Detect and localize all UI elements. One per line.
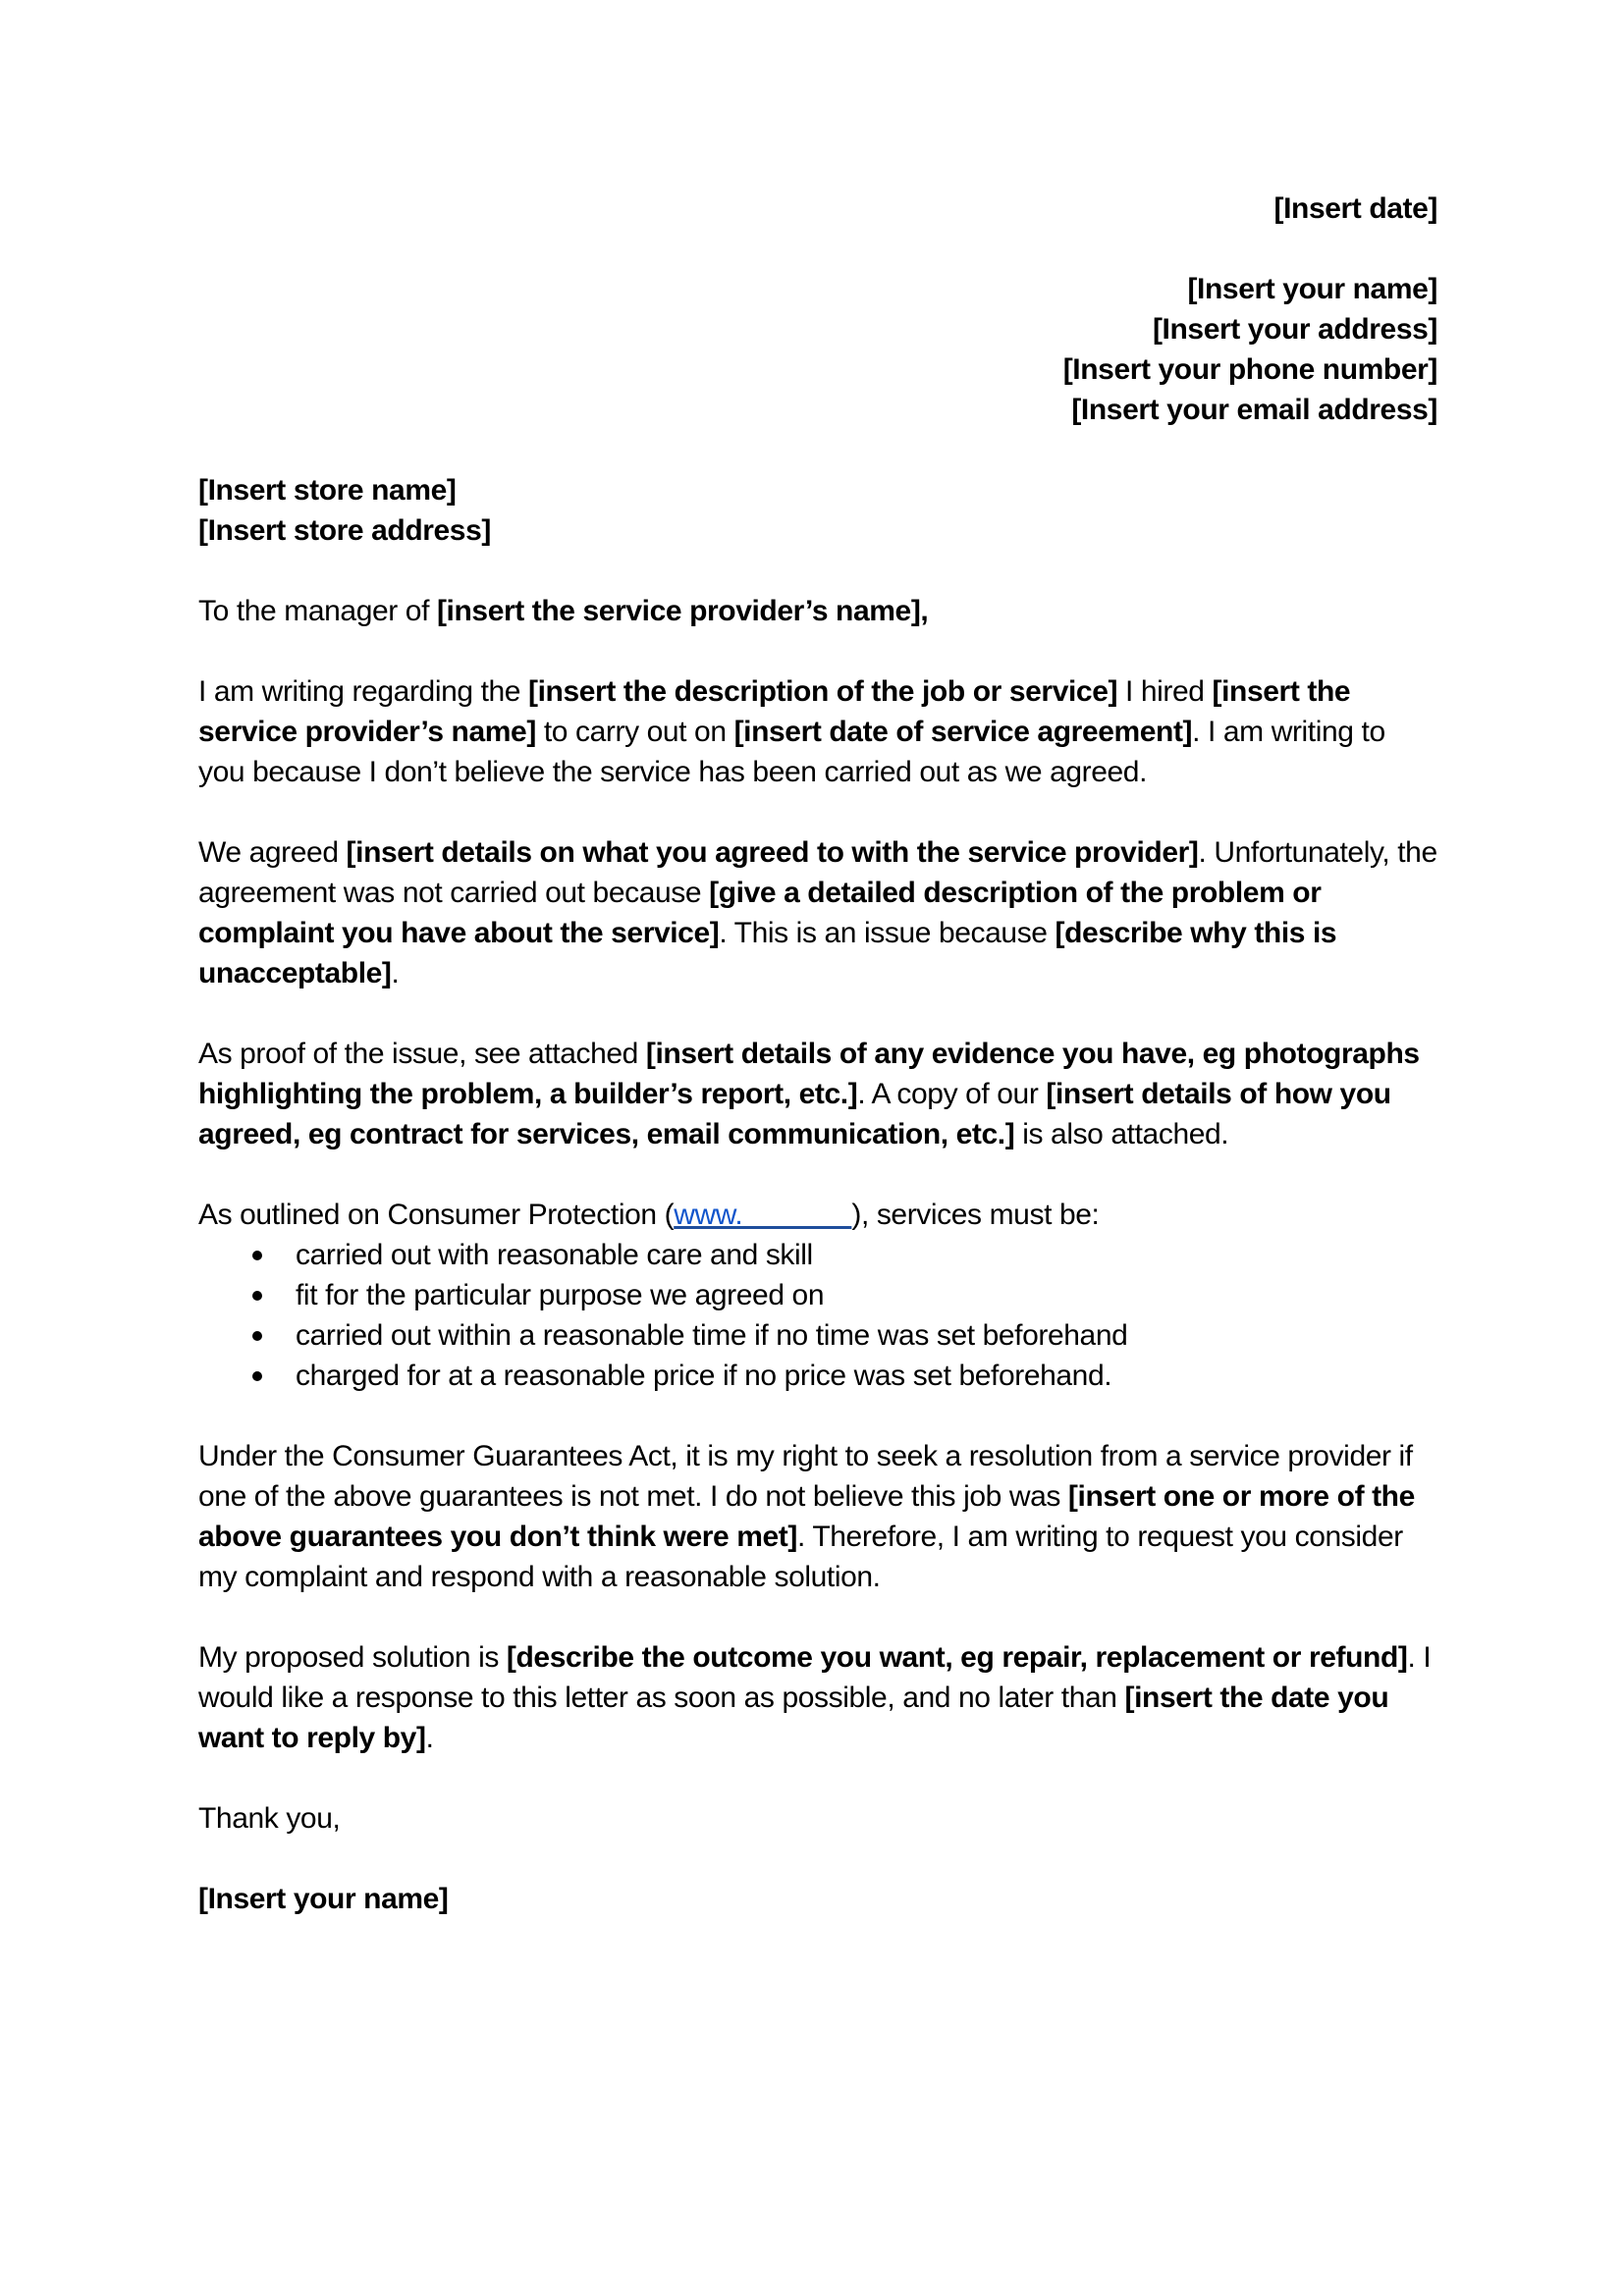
sender-name: [Insert your name] — [1187, 273, 1437, 305]
text: . — [425, 1722, 434, 1754]
list-item — [198, 1235, 1437, 1275]
placeholder-provider-name: [insert the service provider’s name] — [198, 675, 1351, 748]
salutation-provider-name: [insert the service provider’s name], — [436, 595, 929, 627]
letter-body — [198, 188, 1437, 1919]
text: . I would like a response to this letter as soon as possible, and no later than — [198, 1641, 1432, 1714]
placeholder-job-description: [insert the description of the job or service] — [528, 675, 1118, 708]
service-guarantees-list — [198, 1235, 1437, 1396]
text: to carry out on — [535, 716, 734, 748]
text: I hired — [1117, 675, 1213, 708]
salutation-prefix: To the manager of — [198, 595, 437, 627]
placeholder-why-unacceptable: [describe why this is unacceptable] — [198, 917, 1337, 989]
paragraph-evidence — [198, 1034, 1437, 1154]
text: is also attached. — [1014, 1118, 1229, 1150]
placeholder-desired-outcome: [describe the outcome you want, eg repair, replacement or refund] — [506, 1641, 1408, 1674]
list-item-text: carried out within a reasonable time if no time was set beforehand — [296, 1319, 1128, 1352]
closing-thanks: Thank you, — [198, 1802, 341, 1835]
bullet-icon — [252, 1251, 262, 1260]
sender-address: [Insert your address] — [1152, 313, 1437, 346]
text: . Unfortunately, the agreement was not carried out because — [198, 836, 1437, 909]
placeholder-reply-date: [insert the date you want to reply by] — [198, 1682, 1389, 1754]
text: . — [391, 957, 400, 989]
paragraph-proposed-solution — [198, 1637, 1437, 1758]
recipient-store-name: [Insert store name] — [198, 474, 457, 507]
text: . A copy of our — [857, 1078, 1047, 1110]
text: . Therefore, I am writing to request you consider my complaint and respond with a reasonable solution. — [198, 1521, 1403, 1593]
recipient-store-address: [Insert store address] — [198, 514, 491, 547]
text: I am writing regarding the — [198, 675, 529, 708]
bullet-icon — [252, 1291, 262, 1301]
text: We agreed — [198, 836, 347, 869]
list-item — [198, 1315, 1437, 1356]
salutation — [198, 591, 1437, 631]
consumer-protection-link[interactable]: www. — [674, 1199, 852, 1231]
sender-date: [Insert date] — [1273, 192, 1437, 225]
paragraph-consumer-guarantees-act — [198, 1436, 1437, 1597]
text: ), services must be: — [851, 1199, 1100, 1231]
text: . I am writing to you because I don’t believe the service has been carried out as we agreed. — [198, 716, 1385, 788]
list-item-text: charged for at a reasonable price if no price was set beforehand. — [296, 1360, 1112, 1392]
paragraph-service-description — [198, 671, 1437, 792]
list-item — [198, 1356, 1437, 1396]
paragraph-consumer-protection — [198, 1195, 1437, 1235]
text: As outlined on Consumer Protection ( — [198, 1199, 675, 1231]
text: . This is an issue because — [719, 917, 1056, 949]
placeholder-agreement-proof: [insert details of how you agreed, eg contract for services, email communication, etc.] — [198, 1078, 1391, 1150]
paragraph-agreement-problem — [198, 832, 1437, 993]
bullet-icon — [252, 1371, 262, 1381]
placeholder-agreement-date: [insert date of service agreement] — [733, 716, 1193, 748]
text: Under the Consumer Guarantees Act, it is my right to seek a resolution from a service provider if one of the above guarantees is not met. I do not believe this job was — [198, 1440, 1413, 1513]
text: My proposed solution is — [198, 1641, 507, 1674]
sender-phone: [Insert your phone number] — [1062, 353, 1437, 386]
signature: [Insert your name] — [198, 1883, 449, 1915]
sender-email: [Insert your email address] — [1071, 394, 1437, 426]
list-item — [198, 1275, 1437, 1315]
placeholder-agreement-details: [insert details on what you agreed to with the service provider] — [346, 836, 1199, 869]
list-item-text: fit for the particular purpose we agreed on — [296, 1279, 825, 1311]
list-item-text: carried out with reasonable care and skill — [296, 1239, 813, 1271]
placeholder-problem-description: [give a detailed description of the problem or complaint you have about the service] — [198, 877, 1322, 949]
placeholder-guarantees-not-met: [insert one or more of the above guarantees you don’t think were met] — [198, 1480, 1415, 1553]
bullet-icon — [252, 1331, 262, 1341]
text: As proof of the issue, see attached — [198, 1038, 646, 1070]
placeholder-evidence: [insert details of any evidence you have, eg photographs highlighting the problem, a builder’s report, etc.] — [198, 1038, 1420, 1110]
